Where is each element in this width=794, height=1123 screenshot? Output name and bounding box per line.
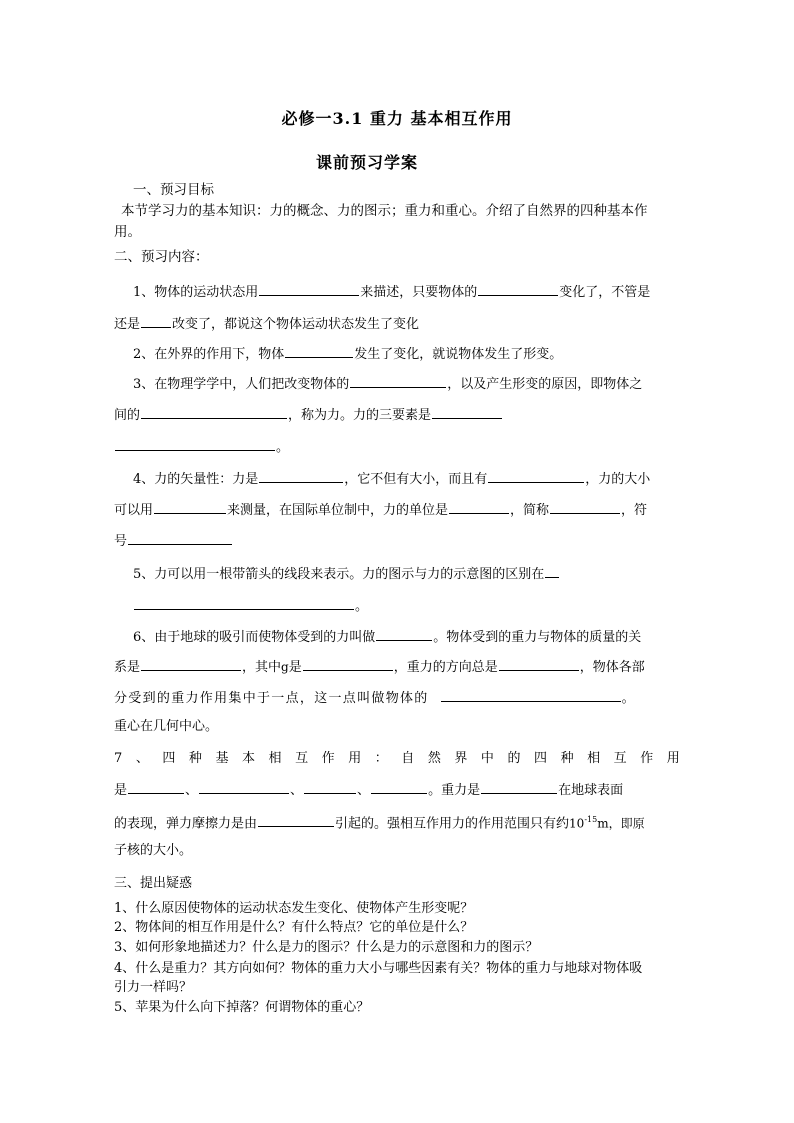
question-5-line2: 。: [133, 595, 699, 617]
q7-word: 用: [348, 751, 362, 766]
q7-word: 互: [613, 751, 627, 766]
q7-word: 种: [560, 751, 574, 766]
blank[interactable]: [285, 343, 353, 358]
question-7-line3: 的表现，弹力摩擦力是由 引起的。强相互作用力的作用范围只有约$10^{-15}m$，即原: [114, 810, 680, 834]
q7-word: 用: [666, 751, 680, 766]
blank[interactable]: [141, 404, 287, 419]
blank[interactable]: [259, 281, 359, 296]
q7-word: 四: [534, 751, 548, 766]
q7-word: 作: [321, 751, 335, 766]
q7-word: 基: [215, 751, 229, 766]
page-title: 必修一3.1 重力 基本相互作用: [281, 109, 513, 128]
blank[interactable]: [303, 656, 393, 671]
doubt-item-1: 1、什么原因使物体的运动状态发生变化、使物体产生形变呢？: [114, 901, 474, 916]
blank[interactable]: [441, 687, 621, 702]
question-4-line1: 4、力的矢量性：力是 ，它不但有大小，而且有 ，力的大小: [133, 468, 680, 490]
q7-word: 、: [135, 751, 149, 766]
question-7-line2: 是 、 、 、 。重力是 在地球表面: [114, 779, 680, 801]
section-heading-objectives: 一、预习目标: [133, 182, 214, 198]
blank[interactable]: [199, 779, 289, 794]
q7-word: 相: [587, 751, 601, 766]
blank[interactable]: [499, 656, 579, 671]
question-7-line1: [114, 749, 680, 769]
question-6-line1: 6、由于地球的吸引而使物体受到的力叫做 。物体受到的重力与物体的质量的关: [133, 626, 680, 648]
question-3-line2: 间的 ，称为力。力的三要素是: [114, 404, 680, 426]
blank[interactable]: [432, 404, 502, 419]
doubt-item-5: 5、苹果为什么向下掉落？何谓物体的重心？: [114, 1000, 370, 1015]
question-1-line2: 还是 改变了，都说这个物体运动状态发生了变化: [114, 313, 680, 335]
q7-word: 作: [640, 751, 654, 766]
blank[interactable]: [134, 595, 354, 610]
q7-word: 界: [454, 751, 468, 766]
question-5-line1: 5、力可以用一根带箭头的线段来表示。力的图示与力的示意图的区别在: [133, 563, 680, 585]
q7-word: 的: [507, 751, 521, 766]
question-1-line1: 1、物体的运动状态用 来描述，只要物体的 变化了，不管是: [133, 281, 680, 303]
blank[interactable]: [478, 281, 558, 296]
question-4-line2: 可以用 来测量，在国际单位制中，力的单位是 ，简称 ，符: [114, 499, 680, 521]
q7-word: 相: [268, 751, 282, 766]
q7-word: ：: [374, 751, 388, 766]
question-7-line4: 子核的大小。: [114, 843, 193, 858]
page-subtitle: 课前预习学案: [315, 153, 418, 172]
q7-word: 7: [114, 751, 123, 766]
q7-word: 然: [427, 751, 441, 766]
blank[interactable]: [128, 779, 184, 794]
doubt-item-4-line1: 4、什么是重力？其方向如何？物体的重力大小与哪些因素有关？物体的重力与地球对物体吸: [114, 961, 643, 976]
blank[interactable]: [259, 468, 343, 483]
q7-word: 本: [242, 751, 256, 766]
q7-word: 互: [295, 751, 309, 766]
question-3-line3: 。: [114, 436, 680, 458]
question-3-line1: 3、在物理学学中，人们把改变物体的 ，以及产生形变的原因，即物体之: [133, 373, 680, 395]
section-heading-content: 二、预习内容：: [114, 249, 209, 265]
question-4-line3: 号: [114, 530, 680, 552]
doubt-item-4-line2: 引力一样吗？: [114, 980, 193, 995]
blank[interactable]: [488, 468, 584, 483]
blank[interactable]: [304, 779, 356, 794]
blank[interactable]: [141, 656, 241, 671]
blank[interactable]: [350, 373, 446, 388]
blank[interactable]: [154, 499, 226, 514]
blank[interactable]: [550, 499, 620, 514]
question-6-line2: 系是 ，其中g是 ，重力的方向总是 ，物体各部: [114, 656, 680, 678]
paragraph-objectives-line1: 本节学习力的基本知识：力的概念、力的图示；重力和重心。介绍了自然界的四种基本作: [121, 203, 648, 219]
q7-word: 种: [188, 751, 202, 766]
doubt-item-3: 3、如何形象地描述力？什么是力的图示？什么是力的示意图和力的图示？: [114, 940, 539, 955]
blank[interactable]: [376, 626, 432, 641]
blank[interactable]: [115, 436, 275, 451]
section-heading-questions: 三、提出疑惑: [114, 876, 193, 891]
question-6-line3: 分受到的重力作用集中于一点，这一点叫做物体的 。: [114, 687, 680, 709]
blank[interactable]: [545, 563, 559, 578]
q7-word: 中: [480, 751, 494, 766]
q7-word: 自: [401, 751, 415, 766]
question-2: 2、在外界的作用下，物体 发生了变化，就说物体发生了形变。: [133, 343, 699, 365]
question-6-line4: 重心在几何中心。: [114, 719, 219, 734]
blank[interactable]: [258, 812, 334, 827]
q7-word: 四: [162, 751, 176, 766]
blank[interactable]: [481, 779, 557, 794]
blank[interactable]: [449, 499, 509, 514]
blank[interactable]: [371, 779, 427, 794]
paragraph-objectives-line2: 用。: [114, 224, 141, 240]
blank[interactable]: [128, 530, 232, 545]
doubt-item-2: 2、物体间的相互作用是什么？有什么特点？它的单位是什么？: [114, 920, 474, 935]
blank[interactable]: [141, 313, 171, 328]
